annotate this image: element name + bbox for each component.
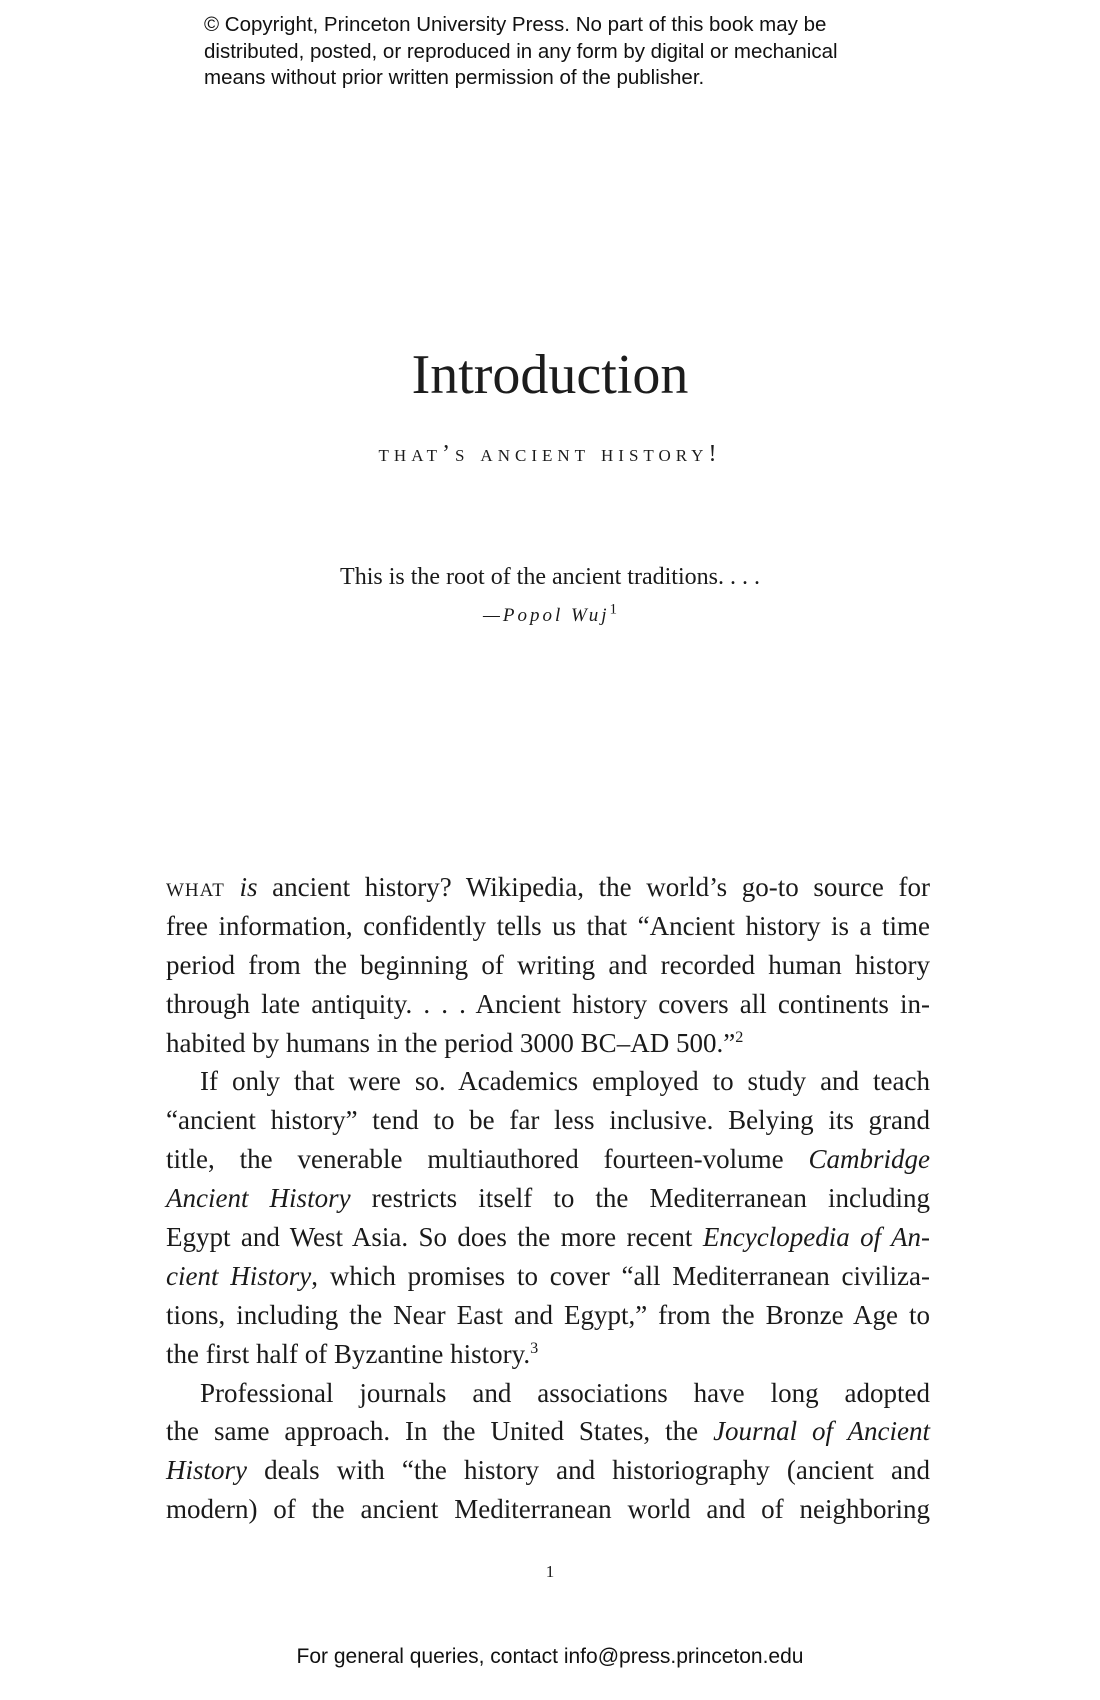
book-title: cient History — [166, 1260, 312, 1291]
copyright-line: distributed, posted, or reproduced in any form by digital or mechanical — [204, 39, 838, 63]
text-run: ancient history? Wikipedia, the world’s go-to source for — [257, 872, 930, 902]
text-line: If only that were so. Academics employed to study and teach — [200, 1066, 930, 1097]
text-line — [166, 1257, 930, 1296]
text-line: free information, confidently tells us that “Ancient history is a time — [166, 910, 930, 941]
book-title: Ancient History — [166, 1183, 351, 1214]
lead-italic: is — [239, 872, 258, 902]
journal-title: History — [166, 1455, 247, 1486]
epigraph-source: —Popol Wuj — [482, 605, 610, 626]
text-run: habited by humans in the period 3000 BC–AD 500.” — [166, 1027, 736, 1058]
book-title: Cambridge — [808, 1144, 930, 1175]
page-number: 1 — [545, 1562, 555, 1581]
text-line — [166, 1218, 930, 1257]
epigraph-attribution — [0, 601, 1100, 627]
text-line — [166, 1412, 930, 1451]
footnote-ref: 2 — [735, 1027, 744, 1046]
lead-small-caps: what — [166, 872, 225, 902]
text-line — [166, 1024, 930, 1063]
book-title: Encyclopedia of An- — [702, 1222, 930, 1253]
chapter-title: Introduction — [411, 344, 689, 406]
copyright-line: © Copyright, Princeton University Press. No part of this book may be — [204, 13, 827, 36]
copyright-line: means without prior written permission of the publisher. — [204, 66, 705, 89]
text-run: the first half of Byzantine history. — [166, 1338, 531, 1369]
footnote-ref: 1 — [609, 601, 618, 618]
text-run: , which promises to cover “all Mediterranean civiliza- — [311, 1260, 930, 1291]
text-line — [166, 1179, 930, 1218]
footnote-ref: 3 — [530, 1338, 539, 1357]
text-line — [166, 1140, 930, 1179]
journal-title: Journal of Ancient — [713, 1416, 930, 1447]
text-line: modern) of the ancient Mediterranean world and of neighboring — [166, 1494, 930, 1525]
text-line: period from the beginning of writing and recorded human history — [166, 949, 930, 980]
text-line: tions, including the Near East and Egypt,” from the Bronze Age to — [166, 1299, 930, 1330]
text-run: title, the venerable multiauthored fourteen-volume — [166, 1144, 809, 1175]
text-run: Egypt and West Asia. So does the more recent — [166, 1222, 703, 1253]
text-line — [166, 1335, 930, 1374]
contact-footer: For general queries, contact info@press.princeton.edu — [296, 1645, 804, 1668]
chapter-subtitle: that’s ancient history! — [378, 441, 722, 467]
text-line: Professional journals and associations have long adopted — [200, 1377, 930, 1408]
text-run: deals with “the history and historiography (ancient and — [247, 1455, 930, 1486]
text-line: through late antiquity. . . . Ancient history covers all continents in- — [166, 988, 930, 1019]
text-line: “ancient history” tend to be far less inclusive. Belying its grand — [166, 1105, 930, 1136]
text-run: the same approach. In the United States, the — [166, 1416, 714, 1447]
text-line — [166, 868, 930, 907]
text-run: restricts itself to the Mediterranean including — [350, 1183, 930, 1214]
text-line — [166, 1451, 930, 1490]
epigraph-quote: This is the root of the ancient traditions. . . . — [340, 564, 760, 590]
body-text — [166, 868, 930, 1529]
copyright-notice — [204, 12, 924, 92]
